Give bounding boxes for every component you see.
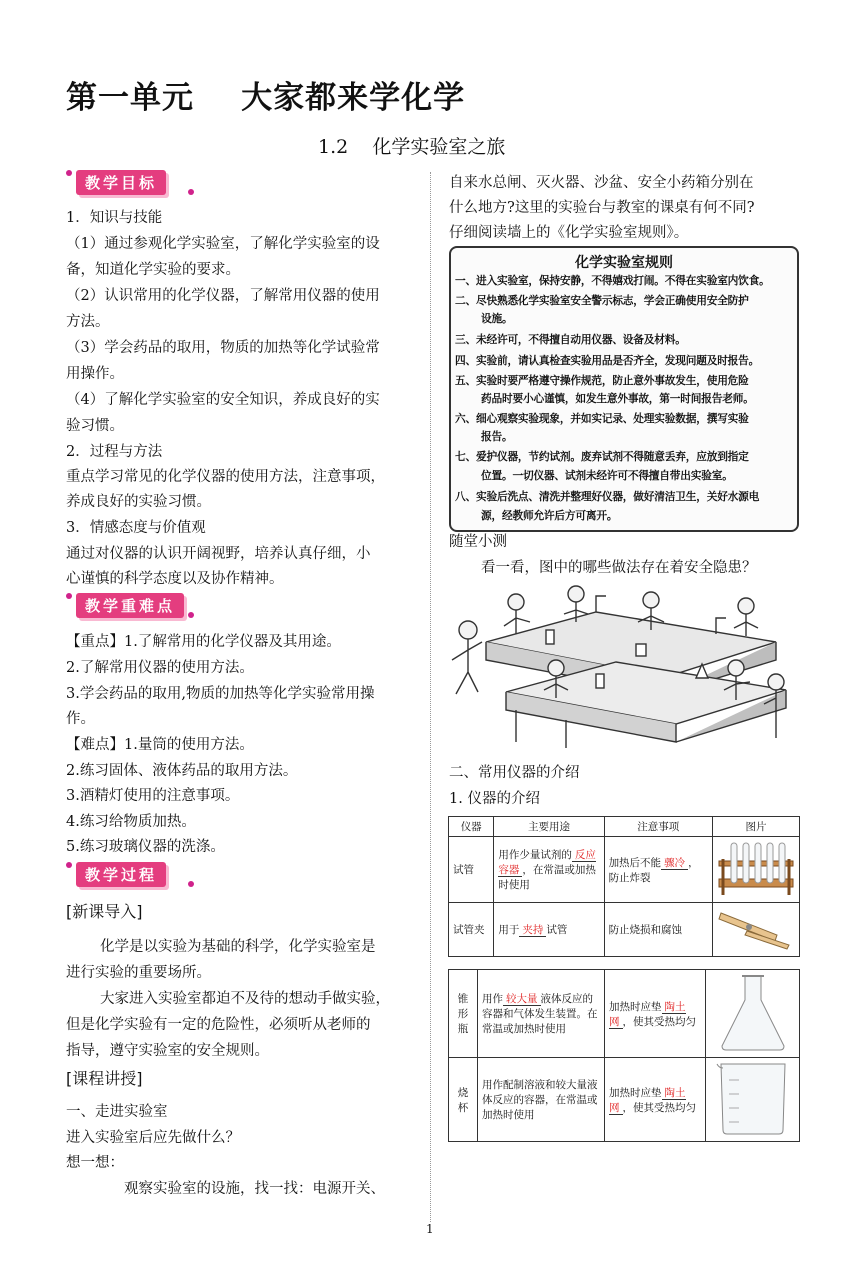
right-text-line: 自来水总闸、灭火器、沙盆、安全小药箱分别在 — [449, 175, 754, 191]
instruments-heading: 二、常用仪器的介绍 — [449, 765, 580, 781]
lecture-line: 进入实验室后应先做什么？ — [66, 1130, 240, 1146]
objective-line: 用操作。 — [66, 366, 124, 382]
instrument-name: 试管 — [449, 837, 494, 903]
fill-answer: 陶土网 — [609, 1000, 686, 1028]
instrument-table-1 — [448, 816, 800, 957]
quiz-text: 看一看，图中的哪些做法存在着安全隐患？ — [481, 560, 757, 576]
badge-dot — [188, 881, 194, 887]
intro-line: 化学是以实验为基础的科学，化学实验室是 — [100, 939, 376, 955]
rule-line: 八、实验后洗点、清洗并整理好仪器，做好清洁卫生，关好水源电 — [455, 490, 760, 503]
instrument-name: 试管夹 — [449, 903, 494, 957]
table-header: 主要用途 — [494, 817, 604, 837]
instrument-use: 用作少量试剂的 反应容器 ，在常温或加热时使用 — [494, 837, 604, 903]
objective-line: 3．情感态度与价值观 — [66, 520, 206, 536]
objectives-badge: 教学目标 — [76, 170, 166, 195]
lecture-heading: [课程讲授] — [66, 1069, 143, 1088]
fill-answer: 陶土网 — [609, 1086, 686, 1114]
rule-line: 一、进入实验室，保持安静，不得嬉戏打闹。不得在实验室内饮食。 — [455, 274, 770, 287]
objective-line: 养成良好的实验习惯。 — [66, 494, 211, 510]
beaker-picture — [706, 1058, 800, 1142]
fill-answer: 较大量 — [503, 993, 541, 1006]
table-row — [449, 1058, 800, 1142]
lecture-line: 想一想： — [66, 1155, 124, 1171]
lecture-line: 观察实验室的设施，找一找：电源开关、 — [124, 1181, 385, 1197]
objective-line: 通过对仪器的认识开阔视野，培养认真仔细，小 — [66, 546, 371, 562]
conical-flask-picture — [706, 970, 800, 1058]
test-tube-picture — [713, 837, 800, 903]
rule-line: 二、尽快熟悉化学实验室安全警示标志，学会正确使用安全防护 — [455, 294, 749, 307]
instrument-table-2 — [448, 969, 800, 1142]
badge-dot — [188, 612, 194, 618]
instrument-name: 锥形瓶 — [449, 970, 478, 1058]
rule-line: 三、未经许可，不得擅自动用仪器、设备及材料。 — [455, 333, 686, 346]
lab-rules-panel — [449, 246, 799, 532]
rule-line: 报告。 — [481, 430, 513, 443]
objective-line: （3）学会药品的取用，物质的加热等化学试验常 — [66, 340, 380, 356]
table-row — [449, 837, 800, 903]
rule-line: 源，经教师允许后方可离开。 — [481, 509, 618, 522]
table-header: 注意事项 — [604, 817, 712, 837]
badge-dot — [188, 189, 194, 195]
objective-line: （2）认识常用的化学仪器，了解常用仪器的使用 — [66, 288, 380, 304]
quiz-heading: 随堂小测 — [449, 534, 507, 550]
fill-answer: 反应容器 — [498, 849, 596, 876]
objective-line: 方法。 — [66, 314, 110, 330]
rule-line: 药品时要小心谨慎，如发生意外事故，第一时间报告老师。 — [481, 392, 754, 405]
key-point-line: 3.酒精灯使用的注意事项。 — [66, 788, 240, 804]
instrument-use: 用作配制溶液和较大量液体反应的容器，在常温或加热时使用 — [478, 1058, 605, 1142]
intro-line: 指导，遵守实验室的安全规则。 — [66, 1043, 269, 1059]
section-title: 1.2 化学实验室之旅 — [318, 136, 506, 158]
key-point-line: 5.练习玻璃仪器的洗涤。 — [66, 839, 225, 855]
tube-holder-picture — [713, 903, 800, 957]
table-row — [449, 903, 800, 957]
right-text-line: 什么地方?这里的实验台与教室的课桌有何不同? — [449, 200, 755, 216]
key-point-line: 4.练习给物质加热。 — [66, 814, 196, 830]
badge-dot — [66, 593, 72, 599]
table-row — [449, 970, 800, 1058]
intro-heading: [新课导入] — [66, 902, 143, 921]
unit-title: 第一单元 大家都来学化学 — [66, 80, 466, 116]
rule-line: 四、实验前，请认真检查实验用品是否齐全，发现问题及时报告。 — [455, 354, 760, 367]
fill-answer: 骤冷 — [661, 857, 688, 870]
rule-line: 位置。一切仪器、试剂未经许可不得擅自带出实验室。 — [481, 469, 733, 482]
fill-answer: 夹持 — [519, 924, 546, 937]
key-point-line: 【难点】1.量筒的使用方法。 — [66, 737, 254, 753]
lab-illustration — [446, 582, 798, 752]
page-number: 1 — [426, 1222, 434, 1236]
instrument-name: 烧杯 — [449, 1058, 478, 1142]
instruments-subheading: 1. 仪器的介绍 — [449, 791, 540, 807]
objective-line: （1）通过参观化学实验室，了解化学实验室的设 — [66, 236, 380, 252]
lecture-line: 一、走进实验室 — [66, 1104, 168, 1120]
objective-line: 备，知道化学实验的要求。 — [66, 262, 240, 278]
key-point-line: 作。 — [66, 711, 95, 727]
intro-line: 进行实验的重要场所。 — [66, 965, 211, 981]
instrument-note: 防止烧损和腐蚀 — [604, 903, 712, 957]
objective-line: 1．知识与技能 — [66, 210, 163, 226]
key-points-badge: 教学重难点 — [76, 593, 184, 618]
instrument-note: 加热后不能 骤冷 ，防止炸裂 — [604, 837, 712, 903]
objective-line: 验习惯。 — [66, 418, 124, 434]
objective-line: 2．过程与方法 — [66, 444, 163, 460]
process-badge: 教学过程 — [76, 862, 166, 887]
table-header: 仪器 — [449, 817, 494, 837]
intro-line: 大家进入实验室都迫不及待的想动手做实验， — [100, 991, 390, 1007]
badge-dot — [66, 862, 72, 868]
badge-dot — [66, 170, 72, 176]
key-point-line: 【重点】1.了解常用的化学仪器及其用途。 — [66, 634, 341, 650]
rule-line: 设施。 — [481, 312, 513, 325]
key-point-line: 3.学会药品的取用,物质的加热等化学实验常用操 — [66, 686, 375, 702]
key-point-line: 2.练习固体、液体药品的取用方法。 — [66, 763, 298, 779]
instrument-use: 用作 较大量 液体反应的容器和气体发生装置。在常温或加热时使用 — [478, 970, 605, 1058]
key-point-line: 2.了解常用仪器的使用方法。 — [66, 660, 254, 676]
instrument-note: 加热时应垫 陶土网 ，使其受热均匀 — [605, 1058, 706, 1142]
rule-line: 六、细心观察实验现象，并如实记录、处理实验数据，撰写实验 — [455, 412, 749, 425]
right-text-line: 仔细阅读墙上的《化学实验室规则》。 — [449, 225, 689, 241]
rule-line: 五、实验时要严格遵守操作规范，防止意外事故发生，使用危险 — [455, 374, 749, 387]
objective-line: 心谨慎的科学态度以及协作精神。 — [66, 571, 284, 587]
table-header: 图片 — [713, 817, 800, 837]
column-divider — [430, 172, 431, 1222]
lab-rules-title: 化学实验室规则 — [575, 255, 673, 271]
rule-line: 七、爱护仪器，节约试剂。废弃试剂不得随意丢弃，应放到指定 — [455, 450, 749, 463]
intro-line: 但是化学实验有一定的危险性，必须听从老师的 — [66, 1017, 371, 1033]
objective-line: （4）了解化学实验室的安全知识，养成良好的实 — [66, 392, 380, 408]
instrument-use: 用于 夹持 试管 — [494, 903, 604, 957]
instrument-note: 加热时应垫 陶土网 ，使其受热均匀 — [605, 970, 706, 1058]
objective-line: 重点学习常见的化学仪器的使用方法，注意事项， — [66, 469, 385, 485]
